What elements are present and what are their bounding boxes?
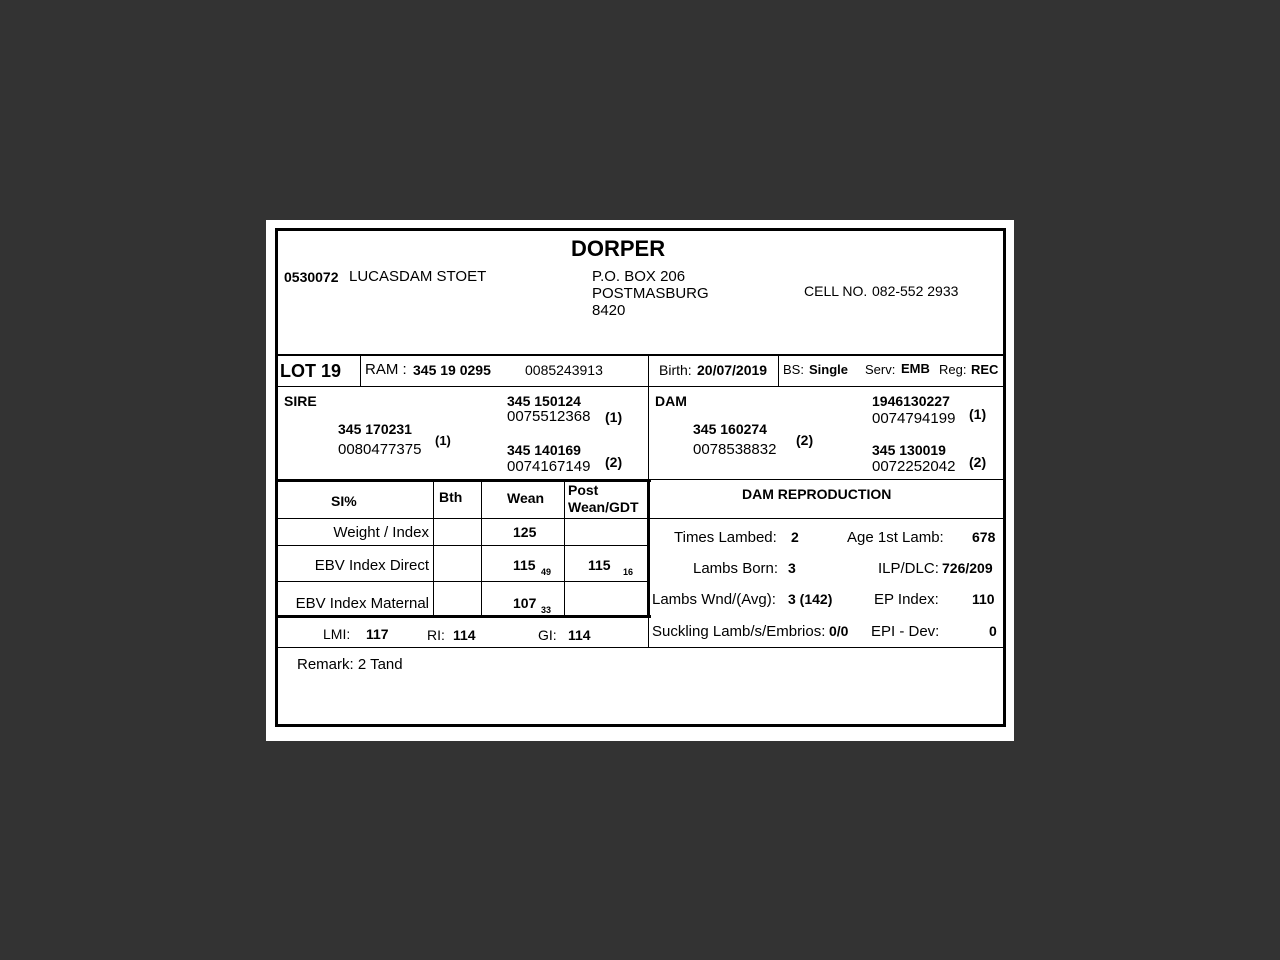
cell-label: CELL NO. bbox=[804, 283, 868, 299]
lambs-born-value: 3 bbox=[788, 560, 796, 576]
lmi-value: 117 bbox=[366, 626, 389, 642]
owner-id: 0530072 bbox=[284, 269, 339, 285]
serv-value: EMB bbox=[901, 361, 930, 376]
gi-value: 114 bbox=[568, 627, 591, 643]
wean-value: 115 bbox=[513, 557, 536, 573]
address-line3: 8420 bbox=[592, 302, 626, 319]
lambs-weaned-label: Lambs Wnd/(Avg): bbox=[652, 591, 776, 608]
owner-name: LUCASDAM STOET bbox=[349, 268, 487, 285]
divider-header bbox=[278, 354, 1003, 356]
ri-value: 114 bbox=[453, 627, 476, 643]
dam-id: 0078538832 bbox=[693, 441, 777, 458]
epi-dev-value: 0 bbox=[989, 623, 997, 639]
ilp-dlc-label: ILP/DLC: bbox=[878, 560, 939, 577]
sire-dam-number: 345 140169 bbox=[507, 442, 581, 458]
address-line2: POSTMASBURG bbox=[592, 285, 709, 302]
dam-dam-number: 345 130019 bbox=[872, 442, 946, 458]
wean-subscript: 49 bbox=[541, 567, 552, 577]
dam-repro-header-line bbox=[648, 518, 1003, 519]
sire-dam-id: 0074167149 bbox=[507, 458, 591, 475]
ilp-dlc-value: 726/209 bbox=[942, 560, 993, 576]
catalogue-page bbox=[266, 220, 1014, 741]
post-value: 115 bbox=[588, 557, 611, 573]
perf-row-line1 bbox=[278, 518, 648, 519]
wean-header: Wean bbox=[507, 490, 545, 506]
ram-label: RAM : bbox=[365, 361, 407, 378]
perf-table-right bbox=[647, 481, 650, 617]
epi-dev-label: EPI - Dev: bbox=[871, 623, 940, 640]
divider-bottom bbox=[278, 647, 1003, 648]
divider-lot-ram bbox=[360, 355, 361, 387]
dam-sire-grade: (1) bbox=[969, 406, 987, 422]
si-header: SI% bbox=[331, 493, 357, 509]
sire-label: SIRE bbox=[284, 393, 317, 409]
birth-label: Birth: bbox=[659, 362, 692, 378]
sire-dam-grade: (2) bbox=[605, 454, 623, 470]
lmi-label: LMI: bbox=[323, 626, 351, 642]
perf-col-bth bbox=[433, 481, 434, 616]
address-line1: P.O. BOX 206 bbox=[592, 268, 686, 285]
wean-value: 107 bbox=[513, 595, 537, 611]
row-label: EBV Index Direct bbox=[314, 557, 429, 574]
sire-sire-number: 345 150124 bbox=[507, 393, 581, 409]
ram-id: 0085243913 bbox=[525, 362, 603, 378]
perf-row-line2 bbox=[278, 545, 648, 546]
bs-value: Single bbox=[809, 362, 849, 377]
dam-grade: (2) bbox=[796, 432, 814, 448]
post-header-line1: Post bbox=[568, 482, 599, 498]
sire-id: 0080477375 bbox=[338, 441, 422, 458]
lot-number: LOT 19 bbox=[280, 361, 342, 381]
breed-title: DORPER bbox=[571, 236, 666, 261]
suckling-value: 0/0 bbox=[829, 623, 849, 639]
ri-label: RI: bbox=[427, 627, 445, 643]
perf-col-wean bbox=[481, 481, 482, 616]
divider-pedigree bbox=[648, 479, 1003, 480]
cell-value: 082-552 2933 bbox=[872, 283, 959, 299]
dam-label: DAM bbox=[655, 393, 687, 409]
perf-col-post bbox=[564, 481, 565, 616]
perf-row-line3 bbox=[278, 581, 648, 582]
times-lambed-label: Times Lambed: bbox=[674, 529, 777, 546]
lambs-born-label: Lambs Born: bbox=[693, 560, 779, 577]
sire-number: 345 170231 bbox=[338, 421, 412, 437]
dam-sire-id: 0074794199 bbox=[872, 410, 956, 427]
suckling-label: Suckling Lamb/s/Embrios: bbox=[652, 623, 826, 640]
birth-value: 20/07/2019 bbox=[697, 362, 768, 378]
post-header-line2: Wean/GDT bbox=[568, 499, 639, 515]
bth-header: Bth bbox=[439, 489, 463, 505]
times-lambed-value: 2 bbox=[791, 529, 799, 545]
row-label: EBV Index Maternal bbox=[295, 595, 429, 612]
divider-lot bbox=[278, 386, 1003, 387]
sire-sire-grade: (1) bbox=[605, 409, 623, 425]
lot-card bbox=[275, 228, 1006, 727]
reg-label: Reg: bbox=[939, 362, 967, 377]
wean-value: 125 bbox=[513, 524, 537, 540]
ep-index-value: 110 bbox=[972, 591, 995, 607]
row-label: Weight / Index bbox=[333, 524, 429, 541]
dam-dam-grade: (2) bbox=[969, 454, 987, 470]
remark-text: Remark: 2 Tand bbox=[297, 656, 403, 673]
divider-bs bbox=[778, 355, 779, 387]
wean-subscript: 33 bbox=[541, 605, 552, 615]
serv-label: Serv: bbox=[865, 362, 896, 377]
bs-label: BS: bbox=[783, 362, 804, 377]
ep-index-label: EP Index: bbox=[874, 591, 939, 608]
dam-reproduction-title: DAM REPRODUCTION bbox=[742, 486, 892, 502]
perf-table-bottom bbox=[278, 615, 651, 618]
age-first-lamb-value: 678 bbox=[972, 529, 996, 545]
ram-number: 345 19 0295 bbox=[413, 362, 491, 378]
dam-sire-number: 1946130227 bbox=[872, 393, 950, 409]
dam-number: 345 160274 bbox=[693, 421, 767, 437]
sire-sire-id: 0075512368 bbox=[507, 408, 591, 425]
post-subscript: 16 bbox=[623, 567, 634, 577]
gi-label: GI: bbox=[538, 627, 557, 643]
dam-dam-id: 0072252042 bbox=[872, 458, 956, 475]
reg-value: REC bbox=[971, 362, 999, 377]
age-first-lamb-label: Age 1st Lamb: bbox=[847, 529, 944, 546]
sire-grade: (1) bbox=[435, 433, 451, 448]
lambs-weaned-value: 3 (142) bbox=[788, 591, 833, 607]
